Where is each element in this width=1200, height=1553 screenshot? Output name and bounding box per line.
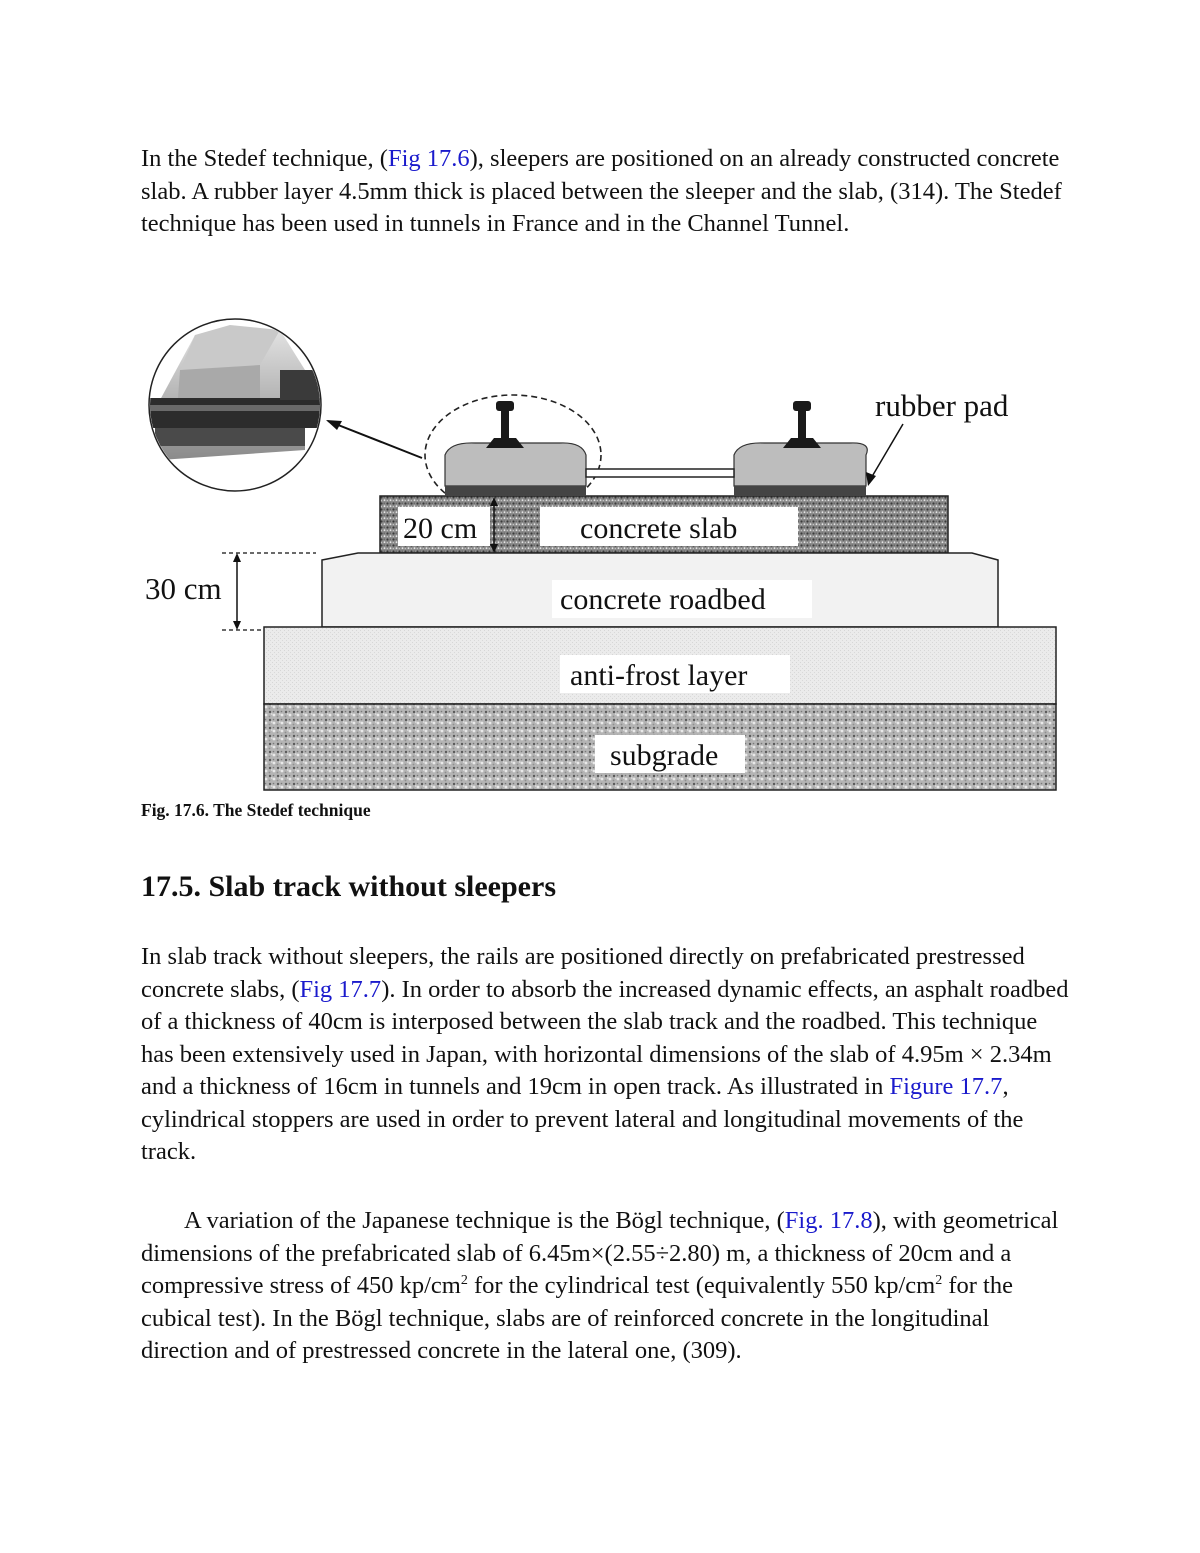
text-run: A variation of the Japanese technique is the Bögl technique, ( (184, 1207, 785, 1234)
paragraph-bogl (141, 1205, 1071, 1368)
detail-arrow (328, 421, 422, 458)
concrete-roadbed-label: concrete roadbed (560, 583, 766, 616)
arrow-head (326, 420, 342, 430)
stedef-figure (140, 310, 1070, 800)
roadbed-dim-arrow-top (233, 553, 241, 562)
paragraph-slab-track (141, 941, 1071, 1169)
anti-frost-label: anti-frost layer (570, 659, 748, 692)
roadbed-dim-arrow-bottom (233, 621, 241, 630)
paragraph-stedef (141, 143, 1071, 241)
subgrade-label: subgrade (610, 739, 719, 772)
text-run: In the Stedef technique, ( (141, 145, 388, 172)
superscript: 2 (935, 1272, 943, 1288)
right-rail (783, 401, 821, 448)
fig-17-7-link[interactable]: Fig 17.7 (299, 975, 382, 1003)
rubber-pad-pointer-head (866, 472, 876, 486)
rubber-pad-label: rubber pad (875, 388, 1009, 423)
concrete-slab-label: concrete slab (580, 512, 738, 545)
text-run: for the cubical test). In the Bögl technique, slabs are of reinforced concrete in the longitudinal direction and of prestressed concrete in the lateral one, (309). (141, 1272, 1013, 1364)
text-run: , cylindrical stoppers are used in order to prevent lateral and longitudinal movements of the track. (141, 1073, 1024, 1165)
section-heading: 17.5. Slab track without sleepers (141, 870, 556, 903)
text-run: for the cylindrical test (equivalently 550 kp/cm (467, 1272, 936, 1299)
left-rail (486, 401, 524, 448)
roadbed-thickness-label: 30 cm (145, 571, 222, 606)
figure-17-7-link[interactable]: Figure 17.7 (889, 1073, 1003, 1100)
fig-17-6-link[interactable]: Fig 17.6 (387, 145, 470, 172)
slab-thickness-label: 20 cm (403, 512, 478, 545)
text-run: ), with geometrical dimensions of the prefabricated slab of 6.45m×(2.55÷2.80) m, a thickness of 20cm and a compressive stress of 450 kp/cm (141, 1207, 1059, 1299)
text-run: ), sleepers are positioned on an already constructed concrete slab. A rubber layer 4.5mm thick is placed between the sleeper and the slab, (314). The Stedef technique has been used in tunnels in France and in the Channel Tunnel. (141, 145, 1062, 237)
right-sleeper (734, 443, 867, 496)
text-run: ). In order to absorb the increased dynamic effects, an asphalt roadbed of a thickness of 40cm is interposed between the slab track and the roadbed. This technique has been extensively used in Japan, with horizontal dimensions of the slab of 4.95m × 2.34m and a thickness of 16cm in tunnels and 19cm in open track. As illustrated in (141, 975, 1069, 1100)
tie-bar (586, 469, 734, 477)
left-sleeper (445, 443, 586, 496)
text-run: In slab track without sleepers, the rails are positioned directly on prefabricated prestressed concrete slabs, ( (141, 943, 1025, 1003)
rubber-pad-detail-photo (140, 310, 330, 500)
figure-caption: Fig. 17.6. The Stedef technique (141, 800, 371, 820)
rubber-pad-pointer (870, 424, 903, 480)
superscript: 2 (460, 1272, 468, 1288)
fig-17-8-link[interactable]: Fig. 17.8 (784, 1207, 873, 1234)
